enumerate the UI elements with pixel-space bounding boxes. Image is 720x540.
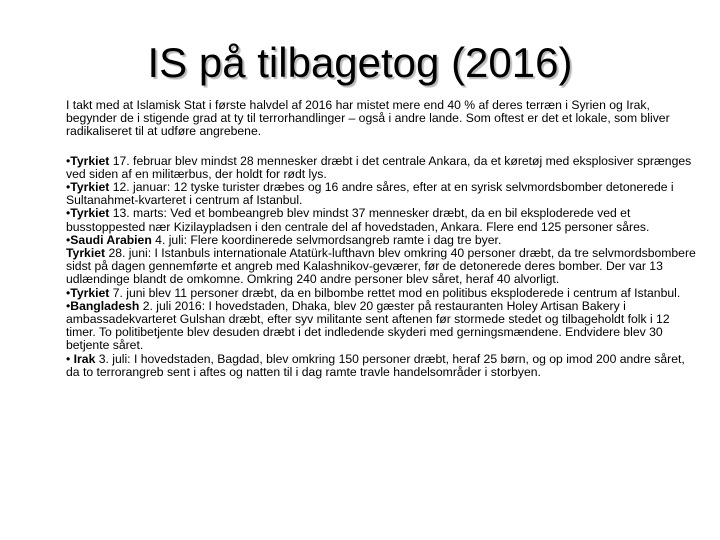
- list-item: [66, 155, 696, 181]
- bullet: •: [66, 153, 71, 168]
- slide-title: IS på tilbagetog (2016): [147, 39, 573, 86]
- item-text: 17. februar blev mindst 28 mennesker dræbt i det centrale Ankara, da et køretøj med eksplosiver sprænges ved siden af en militærbus, der holdt for rødt lys.: [66, 153, 692, 181]
- item-text: 12. januar: 12 tyske turister dræbes og 16 andre såres, efter at en syrisk selvmordsbomber detonerede i Sultanahmet-kvarteret i centrum af Istanbul.: [66, 180, 674, 208]
- item-text: 4. juli: Flere koordinerede selvmordsangreb ramte i dag tre byer.: [151, 232, 502, 247]
- bullet: •: [66, 206, 71, 221]
- item-text: 7. juni blev 11 personer dræbt, da en bilbombe rettet mod en politibus eksploderede i centrum af Istanbul.: [109, 285, 681, 300]
- intro-paragraph: I takt med at Islamisk Stat i første halvdel af 2016 har mistet mere end 40 % af deres terræn i Syrien og Irak, begynder de i stigende grad at ty til terrorhandlinger – også i andre lande. Som oftest er det et lokale, som bliver radikaliseret til at udføre angrebene.: [66, 98, 670, 139]
- item-text: 2. juli 2016: I hovedstaden, Dhaka, blev 20 gæster på restauranten Holey Artisan Bakery i ambassadekvarteret Gulshan dræbt, efter syv militante sent aftenen før stormede stedet og tilbageholdt folk i 12 timer. To politibetjente blev desuden dræbt i det indledende skyderi med gerningsmændene. Endvidere blev 30 betjente såret.: [66, 298, 670, 353]
- list-item: [66, 247, 696, 287]
- slide-body: [66, 99, 696, 379]
- bullet: •: [66, 351, 74, 366]
- country-label: Tyrkiet: [66, 246, 106, 261]
- bullet: •: [66, 180, 71, 195]
- item-text: 13. marts: Ved et bombeangreb blev mindst 37 mennesker dræbt, da en bil eksploderede ved et busstoppested nær Kizilaypladsen i den centrale del af hovedstaden, Ankara. Flere end 125 personer såres.: [66, 206, 650, 234]
- list-item: [66, 300, 696, 353]
- country-label: Saudi Arabien: [70, 232, 152, 247]
- country-label: Tyrkiet: [70, 285, 110, 300]
- item-text: 28. juni: I Istanbuls internationale Atatürk-lufthavn blev omkring 40 personer dræbt, da tre selvmordsbombere sidst på dagen gennemførte et angreb med Kalashnikov-geværer, før de detonerede deres bomber. Der var 13 udlændinge blandt de omkomne. Omkring 240 andre personer blev såret, heraf 40 alvorligt.: [66, 246, 696, 287]
- bullet: •: [66, 285, 71, 300]
- country-label: Tyrkiet: [70, 180, 110, 195]
- bullet: •: [66, 298, 71, 313]
- bullet: •: [66, 232, 71, 247]
- country-label: Tyrkiet: [70, 153, 110, 168]
- item-text: 3. juli: I hovedstaden, Bagdad, blev omkring 150 personer dræbt, heraf 25 børn, og op imod 200 andre såret, da to terrorangreb sent i aftes og natten til i dag ramte travle handelsområder i storbyen.: [66, 351, 685, 379]
- list-item: [66, 353, 696, 379]
- country-label: Tyrkiet: [70, 206, 110, 221]
- country-label: Bangladesh: [70, 298, 140, 313]
- list-item: [66, 181, 696, 207]
- list-item: [66, 207, 696, 233]
- country-label: Irak: [73, 351, 96, 366]
